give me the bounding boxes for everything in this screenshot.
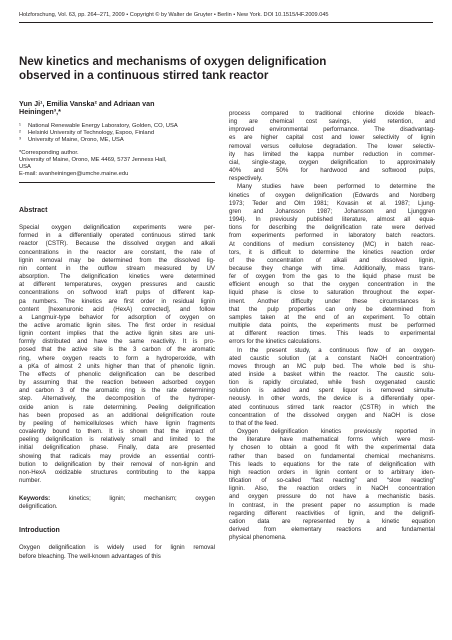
affiliation [19,123,215,130]
text-line: neously. In other words, the device is a differentially oper- [229,395,435,403]
header-rule [19,22,433,23]
affiliation-divider [19,182,215,183]
text-line: has been proposed as an additional delignification route [19,411,215,419]
text-line: solution is added and spent liquor is removed simulta- [229,387,435,395]
affiliation-number: ³ [19,136,21,143]
text-line: process compared to traditional chlorine dioxide bleach- [229,110,435,117]
text-line: fer of oxygen from the gas to the liquid phase must be [229,273,435,281]
text-line: content [hexenuronic acid (HexA) corrected], and follow [19,305,215,313]
text-line: In contrast, in the present paper no assumption is made [229,501,435,509]
affiliation [19,137,215,144]
text-line: Oxygen delignification kinetics previously reported in [237,428,435,436]
text-line: At conditions of medium consistency (MC) in batch reac- [229,240,435,248]
text-line: 40% and 50% for hardwood and softwood pulps, [229,167,435,175]
text-line: errors for the kinetics calculations. [229,338,322,346]
text-line: pa numbers. The kinetics are first order in residual lignin [19,297,215,305]
text-line: The effects of phenolic delignification can be described [19,370,215,378]
text-line: absorption. The delignification kinetics were determined [19,273,215,281]
running-head: Holzforschung, Vol. 63, pp. 264–271, 2009 • Copyright © by Walter de Gruyter • Berlin • New York. DOI 10.1515/HF.2009.045 [19,12,329,18]
paragraph [229,183,435,346]
keywords [19,495,215,511]
text-line: by assuming that the reaction between adsorbed oxygen [19,379,215,387]
affiliation-number: ¹ [19,122,21,129]
text-line: formed in a differentially operated continuous stirred tank [19,232,215,240]
text-line: from experiments performed in laboratory batch reactors. [229,232,435,240]
text-line: a pKa of almost 2 units higher than that of phenolic lignin. [19,362,215,370]
text-line: removal versus cellulose degradation. The lower selectiv- [229,142,435,150]
text-line: reactor (CSTR). Because the dissolved oxygen and alkali [19,240,215,248]
text-line: ly chosen to obtain a good fit with the experimental data [229,444,435,452]
abstract-text [19,224,215,485]
text-line: at different temperatures, oxygen pressures and caustic [19,281,215,289]
text-line: lignin content implies that the active lignin sites are uni- [19,330,215,338]
text-line: by peeling of hemicelluloses which have lignin fragments [19,419,215,427]
text-line: because they change with time. Additionally, mass trans- [229,264,435,272]
text-line: covalently bound to them. It is shown that the impact of [19,428,215,436]
paragraph [229,110,435,183]
abstract-heading: Abstract [19,207,48,215]
text-line: non-HexA oxidizable structures contributing to the kappa [19,468,215,476]
text-line: tors, it is difficult to determine the kinetics reaction order [229,248,435,256]
text-line: the active aromatic lignin sites. The first order in residual [19,322,215,330]
text-line: tification of so-called “fast reacting” and “slow reacting” [229,477,435,485]
text-line: of the concentration of alkali and dissolved lignin, [229,256,435,264]
text-line: posed that the active site is the 3 carbon of the aromatic [19,346,215,354]
text-line: Oxygen delignification is widely used for lignin removal [19,544,215,552]
text-line: ity has limited the kappa number reduction in commer- [229,150,435,158]
text-line: regarding different reactivities of lignin, and the delignifi- [229,509,435,517]
text-line: bution to delignification by their removal of non-lignin and [19,460,215,468]
corresponding-line: University of Maine, Orono, ME 4469, 5737 Jenness Hall, [19,157,167,163]
text-line: nin content in the outflow stream measured by UV [19,264,215,272]
text-line: oxide anion is rate determining. Peeling delignification [19,403,215,411]
author-line: Heiningen³,* [19,107,61,117]
text-line: before bleaching. The well-known advantages of this [19,552,161,560]
text-line: a Langmuir-type behavior for adsorption of oxygen on [19,313,215,321]
text-line: rather than based on fundamental chemical mechanisms. [229,452,435,460]
keywords-label: Keywords: [19,495,51,503]
text-line: es are higher capital cost and lower selectivity of lignin [229,134,435,142]
affiliation-text: National Renewable Energy Laboratory, Golden, CO, USA [28,122,178,129]
affiliation [19,130,215,137]
corresponding-line: USA [19,164,31,171]
text-line: lignin removal may be determined from the dissolved lig- [19,256,215,264]
text-line: peeling delignification is relatively small and limited to the [19,436,215,444]
title-line: observed in a continuous stirred tank reactor [19,69,269,83]
right-column [229,110,435,542]
text-line: ated inside a basket within the reactor. The caustic solu- [229,371,435,378]
text-line: tion is rapidly circulated, while fresh oxygenated caustic [229,379,435,387]
text-line: ing are chemical cost savings, yield retention, and [229,118,435,126]
text-line: In the present study, a continuous flow of an oxygen- [237,346,435,354]
keywords-line: delignification. [19,503,58,511]
text-line: and carbon 3 of the aromatic ring is the rate determining [19,387,215,395]
text-line: physical phenomena. [229,534,287,542]
text-line: improved environmental performance. The disadvantag- [229,126,435,134]
text-line: cation data are represented by a kinetic equation [229,517,435,525]
left-column [19,100,215,561]
text-line: lignin. Also, the reaction orders in NaOH concentration [229,485,435,493]
text-line: Special oxygen delignification experiments were per- [19,224,215,232]
text-line: the literature have mathematical forms which were most- [229,436,435,444]
text-line: concentrations on softwood kraft pulps of different kap- [19,289,215,297]
author-line: Yun Ji¹, Emilia Vanska² and Adriaan van [19,99,155,108]
text-line: formly distributed and have the same reactivity. It is pro- [19,338,215,346]
text-line: initial delignification phase. Finally, data are presented [19,444,215,452]
paragraph [229,347,435,429]
text-line: number. [19,476,42,484]
introduction-heading: Introduction [19,527,60,535]
text-line: efficient enough so that the oxygen concentration in the [229,281,435,289]
text-line: 1973; Teder and Olm 1981; Kovasin et al. 1987; Ljung- [229,199,435,207]
text-line: cial, single-stage, oxygen delignification to approximately [229,158,435,166]
text-line: ring, where oxygen reacts to form a hydroperoxide, with [19,354,215,362]
affiliation-text: University of Maine, Orono, ME, USA [28,136,124,143]
keywords-list: kinetics; lignin; mechanism; oxygen [50,495,215,503]
text-line: ated continuous stirred tank reactor (CSTR) in which the [229,403,435,411]
text-line: respectively. [229,175,263,183]
text-line: showing that radicals may provide an essential contri- [19,452,215,460]
text-line: 1994). In previously published literature, almost all equa- [229,216,435,224]
corresponding-line: *Corresponding author. [19,149,79,156]
text-line: tions for describing the delignification rate were derived [229,224,435,232]
introduction-text [19,544,215,560]
text-line: iment. Another difficulty under these circumstances is [229,297,435,305]
text-line: at different reaction times. This leads to experimental [229,330,435,338]
text-line: gren and Johansson 1987; Johansson and Ljunggren [229,207,435,215]
corresponding-author [19,150,215,178]
text-line: moves through an MC pulp bed. The whole bed is shu- [229,362,435,370]
text-line: kinetics of oxygen delignification (Edwards and Nordberg [229,191,435,199]
author-list [19,100,215,117]
text-line: derived from elementary reactions and fundamental [229,525,435,533]
text-line: multiple data points, the experiments must be performed [229,322,435,330]
paragraph [229,428,435,542]
affiliation-number: ² [19,129,21,136]
text-line: liquid phase is close to saturation throughout the exper- [229,289,435,297]
text-line: ated caustic solution (at a constant NaOH concentration) [229,354,435,362]
text-line: Many studies have been performed to determine the [237,183,435,191]
text-line: step. Alternatively, the decomposition of the hydroper- [19,395,215,403]
corresponding-email: E-mail: avanheiningen@umche.maine.edu [19,171,129,178]
text-line: high reaction orders in lignin content or to arbitrary iden- [229,468,435,476]
text-line: that the pulp properties can only be determined from [229,305,435,313]
text-line: and oxygen pressure do not have a mechanistic basis. [229,493,435,501]
text-line: to that of the feed. [229,419,279,427]
text-line: concentration of the dissolved oxygen and NaOH is close [229,411,435,419]
affiliations [19,123,215,144]
title-line: New kinetics and mechanisms of oxygen delignification [19,55,327,68]
text-line: concentrations in the reactor are constant, the rate of [19,248,215,256]
text-line: This leads to equations for the rate of delignification with [229,460,435,468]
article-title [19,55,433,83]
affiliation-text: Helsinki University of Technology, Espoo, Finland [28,129,155,136]
text-line: samples taken at the end of an experiment. To obtain [229,313,435,321]
